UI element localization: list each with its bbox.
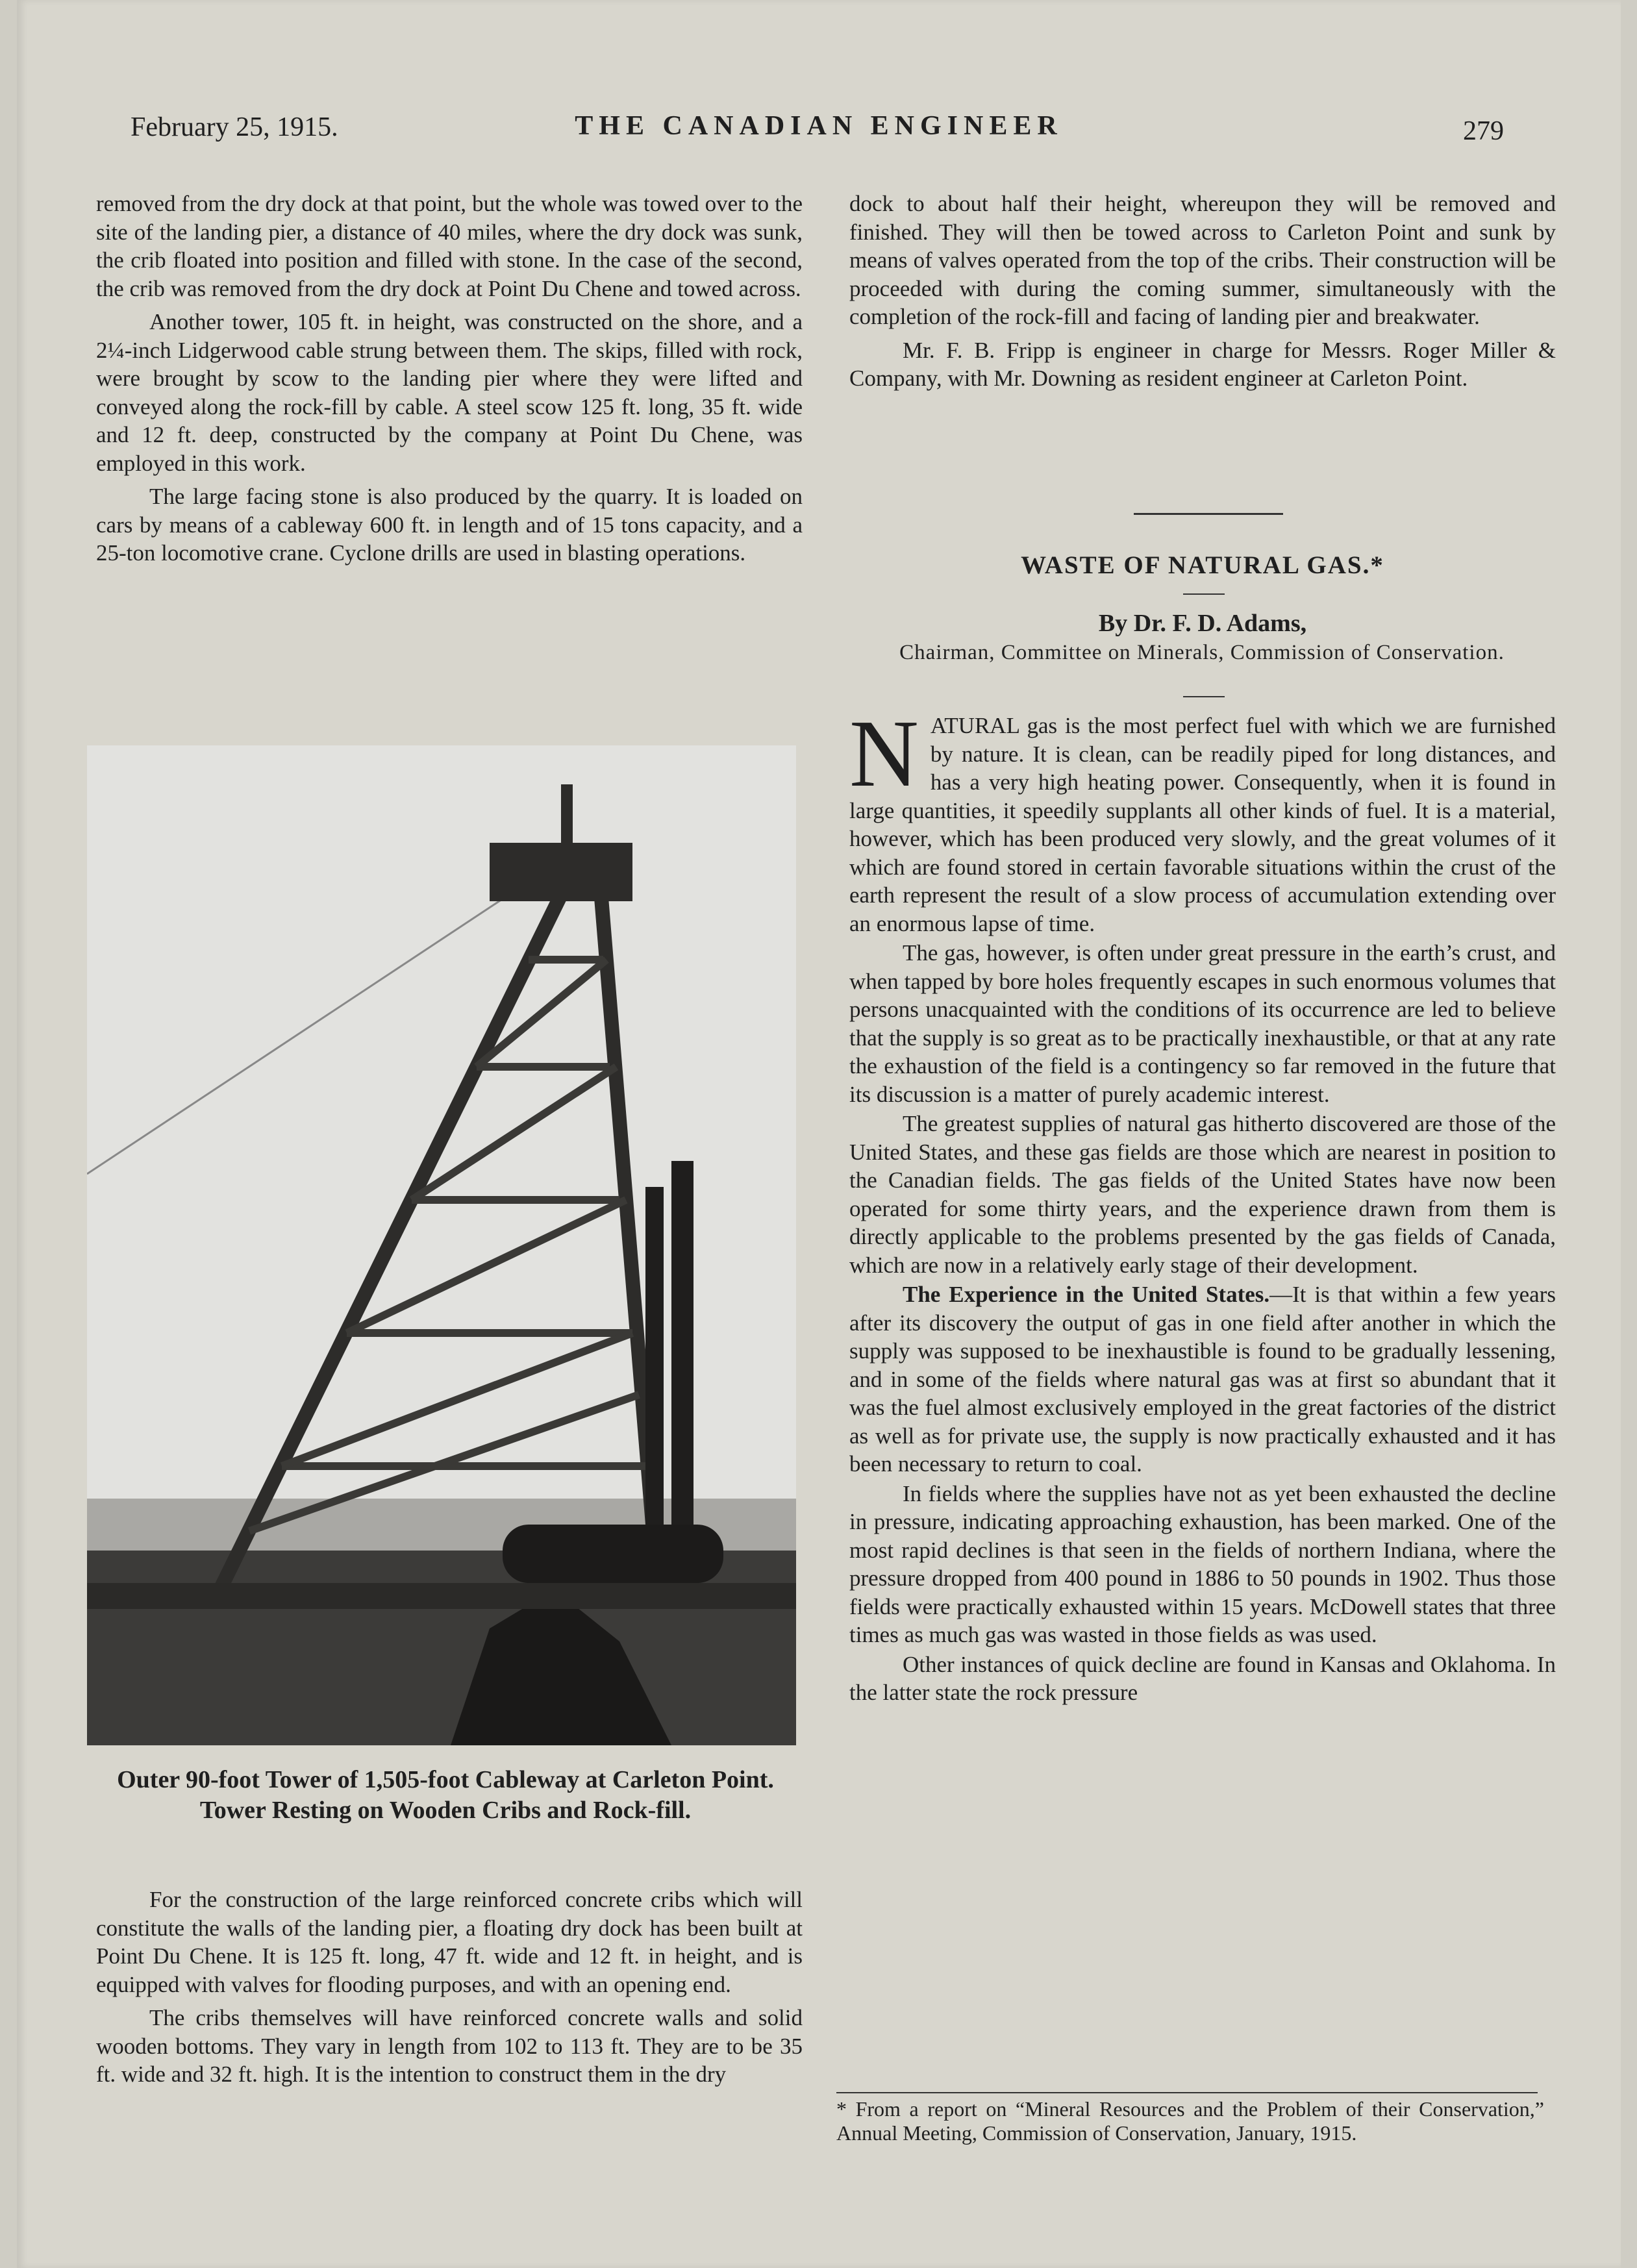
paragraph: The large facing stone is also produced by the quarry. It is loaded on cars by means of a cableway 600 ft. in length and of 15 tons capacity, and a 25-ton locomotive crane. Cyclone drills are used in blasting operations. [96, 484, 803, 566]
subsection-text: —It is that within a few years after its discovery the output of gas in one field after another in which the supply was supposed to be inexhaustible is found to be gradually lessening, and in some of the fields where natural gas was at first so abundant that it was the fuel almost exclusively employed in the great factories of the district as well as for private use, the supply is now practically exhausted and it has been necessary to return to coal. [849, 1282, 1556, 1477]
article-byline: By Dr. F. D. Adams, [1098, 610, 1307, 637]
figure-caption: Outer 90-foot Tower of 1,505-foot Cableway at Carleton Point. Tower Resting on Wooden Cribs and Rock-fill. [117, 1766, 774, 1824]
cableway-tower-image [87, 745, 796, 1745]
journal-page [17, 0, 1621, 2268]
left-column-top-text [96, 190, 803, 567]
paragraph: removed from the dry dock at that point, but the whole was towed over to the site of the landing pier, a distance of 40 miles, where the dry dock was sunk, the crib floated into position and filled with stone. In the case of the second, the crib was removed from the dry dock at Point Du Chene and towed across. [96, 191, 803, 301]
paragraph: dock to about half their height, whereupon they will be removed and finished. They will then be towed across to Carleton Point and sunk by means of valves operated from the top of the cribs. Their construction will be proceeded with during the coming summer, simultaneously with the completion of the rock-fill and facing of landing pier and breakwater. [849, 191, 1556, 329]
paragraph: The greatest supplies of natural gas hitherto discovered are those of the United States, and these gas fields are those which are nearest in position to the Canadian fields. The gas fields of the United States have now been operated for some thirty years, and the experience drawn from them is directly applicable to the problems presented by the gas fields of Canada, which are now in a relatively early stage of their development. [849, 1111, 1556, 1278]
paragraph: In fields where the supplies have not as yet been exhausted the decline in pressure, indicating approaching exhaustion, has been marked. One of the most rapid declines is that seen in the fields of northern Indiana, where the pressure dropped from 400 pound in 1886 to 50 pounds in 1902. Thus those fields were practically exhausted within 15 years. McDowell states that three times as much gas was wasted in those fields as was used. [849, 1480, 1556, 1647]
article-footnote: * From a report on “Mineral Resources and the Problem of their Conservation,” Annual Meeting, Commission of Conservation, January, 1915. [836, 2097, 1544, 2145]
header-date: February 25, 1915. [131, 112, 338, 142]
tower-photograph [87, 745, 796, 1745]
footnote-rule [836, 2092, 1538, 2093]
byline-rule [1183, 696, 1225, 697]
right-column-top-text [849, 190, 1556, 393]
paragraph: Another tower, 105 ft. in height, was constructed on the shore, and a 2¼-inch Lidgerwood cable strung between them. The skips, filled with rock, were brought by scow to the landing pier where they were lifted and conveyed along the rock-fill by cable. A steel scow 125 ft. long, 35 ft. wide and 12 ft. deep, constructed by the company at Point Du Chene, was employed in this work. [96, 309, 803, 476]
header-journal-title: THE CANADIAN ENGINEER [575, 111, 1063, 141]
paragraph: The gas, however, is often under great pressure in the earth’s crust, and when tapped by bore holes frequently escapes in such enormous volumes that persons unacquainted with the conditions of its occurrence are led to believe that the supply is so great as to be practically inexhaustible, or that at any rate the exhaustion of the field is a contingency so far removed in the future that its discussion is a matter of purely academic interest. [849, 940, 1556, 1107]
paragraph: The cribs themselves will have reinforced concrete walls and solid wooden bottoms. They vary in length from 102 to 113 ft. They are to be 35 ft. wide and 32 ft. high. It is the intention to construct them in the dry [96, 2005, 803, 2087]
article-body [849, 701, 1556, 1707]
left-column-bottom-text [96, 1886, 803, 2089]
header-page-number: 279 [1463, 116, 1504, 146]
subsection-heading: The Experience in the United States. [903, 1282, 1270, 1307]
first-paragraph-text: ATURAL gas is the most perfect fuel with which we are furnished by nature. It is clean, can be readily piped for long distances, and has a very high heating power. Consequently, when it is found in large quantities, it speedily supplants all other kinds of fuel. It is a material, however, which has been produced very slowly, and the great volumes of it which are found stored in certain favorable situations within the crust of the earth represent the result of a slow process of accumulation extending over an enormous lapse of time. [849, 713, 1556, 936]
section-divider [1134, 513, 1283, 515]
author-affiliation: Chairman, Committee on Minerals, Commission of Conservation. [899, 641, 1505, 664]
paragraph: For the construction of the large reinforced concrete cribs which will constitute the walls of the landing pier, a floating dry dock has been built at Point Du Chene. It is 125 ft. long, 47 ft. wide and 12 ft. in height, and is equipped with valves for flooding purposes, and with an opening end. [96, 1887, 803, 1997]
page-header [17, 104, 1621, 156]
title-rule [1183, 593, 1225, 595]
subsection-paragraph [849, 1280, 1556, 1478]
paragraph: Mr. F. B. Fripp is engineer in charge for Messrs. Roger Miller & Company, with Mr. Downing as resident engineer at Carleton Point. [849, 337, 1556, 391]
paragraph: Other instances of quick decline are found in Kansas and Oklahoma. In the latter state the rock pressure [849, 1651, 1556, 1705]
article-title: WASTE OF NATURAL GAS.* [1021, 551, 1384, 579]
first-paragraph [849, 701, 1556, 938]
drop-cap: N [849, 701, 919, 807]
